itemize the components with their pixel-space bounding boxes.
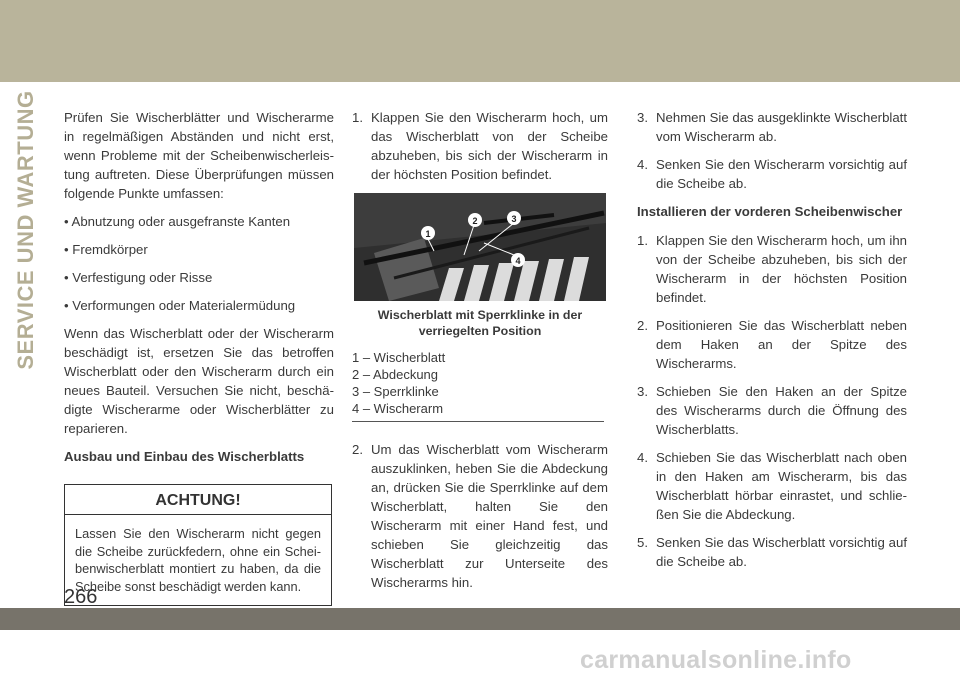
step-number: 5. (637, 535, 648, 550)
step-text: Schieben Sie den Haken an der Spitze des Wischerarms durch die Öffnung des Wischerblatts. (656, 384, 907, 437)
callout-4 (511, 253, 525, 267)
section-side-title (12, 90, 40, 370)
step-number: 1. (352, 110, 363, 125)
svg-text:2: 2 (472, 216, 478, 226)
step-text: Klappen Sie den Wischerarm hoch, um ihn von der Scheibe abzuheben, bis sich der Wischerarm in der höchsten Position befindet. (656, 233, 907, 305)
step-item (637, 155, 907, 193)
step-number: 2. (352, 442, 363, 457)
figure-legend (352, 349, 604, 422)
step-item (637, 533, 907, 571)
bullet-item: • Abnutzung oder ausgefranste Kanten (64, 214, 291, 229)
watermark: carmanualsonline.info (580, 646, 852, 674)
figure-caption: Wischerblatt mit Sperrklinke in der verriegelten Position (377, 308, 583, 338)
step-item (352, 108, 608, 184)
step-item (637, 448, 907, 524)
wiper-illustration (354, 193, 606, 301)
legend-item: 3 – Sperrklinke (352, 384, 439, 399)
bullet-item: • Verformungen oder Materialermüdung (64, 298, 296, 313)
callout-1 (421, 226, 435, 240)
column-3 (637, 108, 907, 580)
step-number: 4. (637, 450, 648, 465)
wiper-figure (354, 193, 606, 301)
step-item (637, 316, 907, 373)
intro-paragraph: Prüfen Sie Wischerblätter und Wischerarme in regelmäßigen Abständen und nicht erst, wenn Probleme mit der Scheibenwischerleistung auftreten. Diese Überprüfungen müssen folgende Punkte umfassen: (64, 110, 334, 201)
step-text: Klappen Sie den Wischerarm hoch, um das Wischerblatt von der Scheibe abzuheben, bis sich der Wischerarm in der höchsten Position befindet. (371, 110, 608, 182)
column-1 (64, 108, 334, 606)
svg-text:4: 4 (515, 256, 521, 266)
legend-item: 2 – Abdeckung (352, 367, 439, 382)
bullet-item: • Verfestigung oder Risse (64, 270, 213, 285)
step-text: Nehmen Sie das ausgeklinkte Wischerblatt vom Wischerarm ab. (656, 110, 907, 144)
header-band (0, 0, 960, 82)
damage-paragraph: Wenn das Wischerblatt oder der Wischerarm beschädigt ist, ersetzen Sie das betroffen Wischerblatt oder den Wischerarm durch ein neues Bauteil. Versuchen Sie nicht, beschädigte Wischerarme oder Wischerblätter zu reparieren. (64, 326, 334, 436)
page-number: 266 (64, 586, 98, 608)
warning-box (64, 484, 332, 606)
section-title-text: SERVICE UND WARTUNG (13, 90, 38, 370)
svg-text:1: 1 (425, 229, 431, 239)
footer-band (0, 608, 960, 630)
step-text: Um das Wischerblatt vom Wischerarm auszuklinken, heben Sie die Abdeckung an, drücken Sie die Sperrklinke auf dem Wischerblatt, halten Sie den Wischerarm mit einer Hand fest, und schieben Sie gleichzeitig das Wischerblatt zur Unterseite des Wischerarms hin. (371, 442, 608, 590)
step-item (352, 440, 608, 592)
step-text: Senken Sie das Wischerblatt vorsichtig auf die Scheibe ab. (656, 535, 907, 569)
step-item (637, 382, 907, 439)
step-number: 3. (637, 110, 648, 125)
step-item (637, 231, 907, 307)
legend-item: 1 – Wischerblatt (352, 350, 446, 365)
section-heading: Ausbau und Einbau des Wischerblatts (64, 449, 305, 464)
step-text: Positionieren Sie das Wischerblatt neben dem Haken an der Spitze des Wischerarms. (656, 318, 907, 371)
step-item (637, 108, 907, 146)
legend-item: 4 – Wischerarm (352, 401, 444, 416)
warning-text: Lassen Sie den Wischerarm nicht gegen die Scheibe zurückfedern, ohne ein Scheibenwischerblatt montiert zu haben, da die Scheibe sonst beschädigt werden kann. (75, 526, 321, 594)
step-number: 4. (637, 157, 648, 172)
svg-text:3: 3 (511, 214, 517, 224)
column-2 (352, 108, 608, 601)
bullet-item: • Fremdkörper (64, 242, 148, 257)
warning-title: ACHTUNG! (65, 485, 331, 515)
step-number: 2. (637, 318, 648, 333)
step-number: 3. (637, 384, 648, 399)
step-number: 1. (637, 233, 648, 248)
section-heading: Installieren der vorderen Scheibenwischer (637, 204, 903, 219)
callout-3 (507, 211, 521, 225)
callout-2 (468, 213, 482, 227)
step-text: Senken Sie den Wischerarm vorsichtig auf die Scheibe ab. (656, 157, 907, 191)
step-text: Schieben Sie das Wischerblatt nach oben in den Haken am Wischerarm, bis das Wischerblatt hörbar einrastet, und schließen Sie die Abdeckung. (656, 450, 907, 522)
